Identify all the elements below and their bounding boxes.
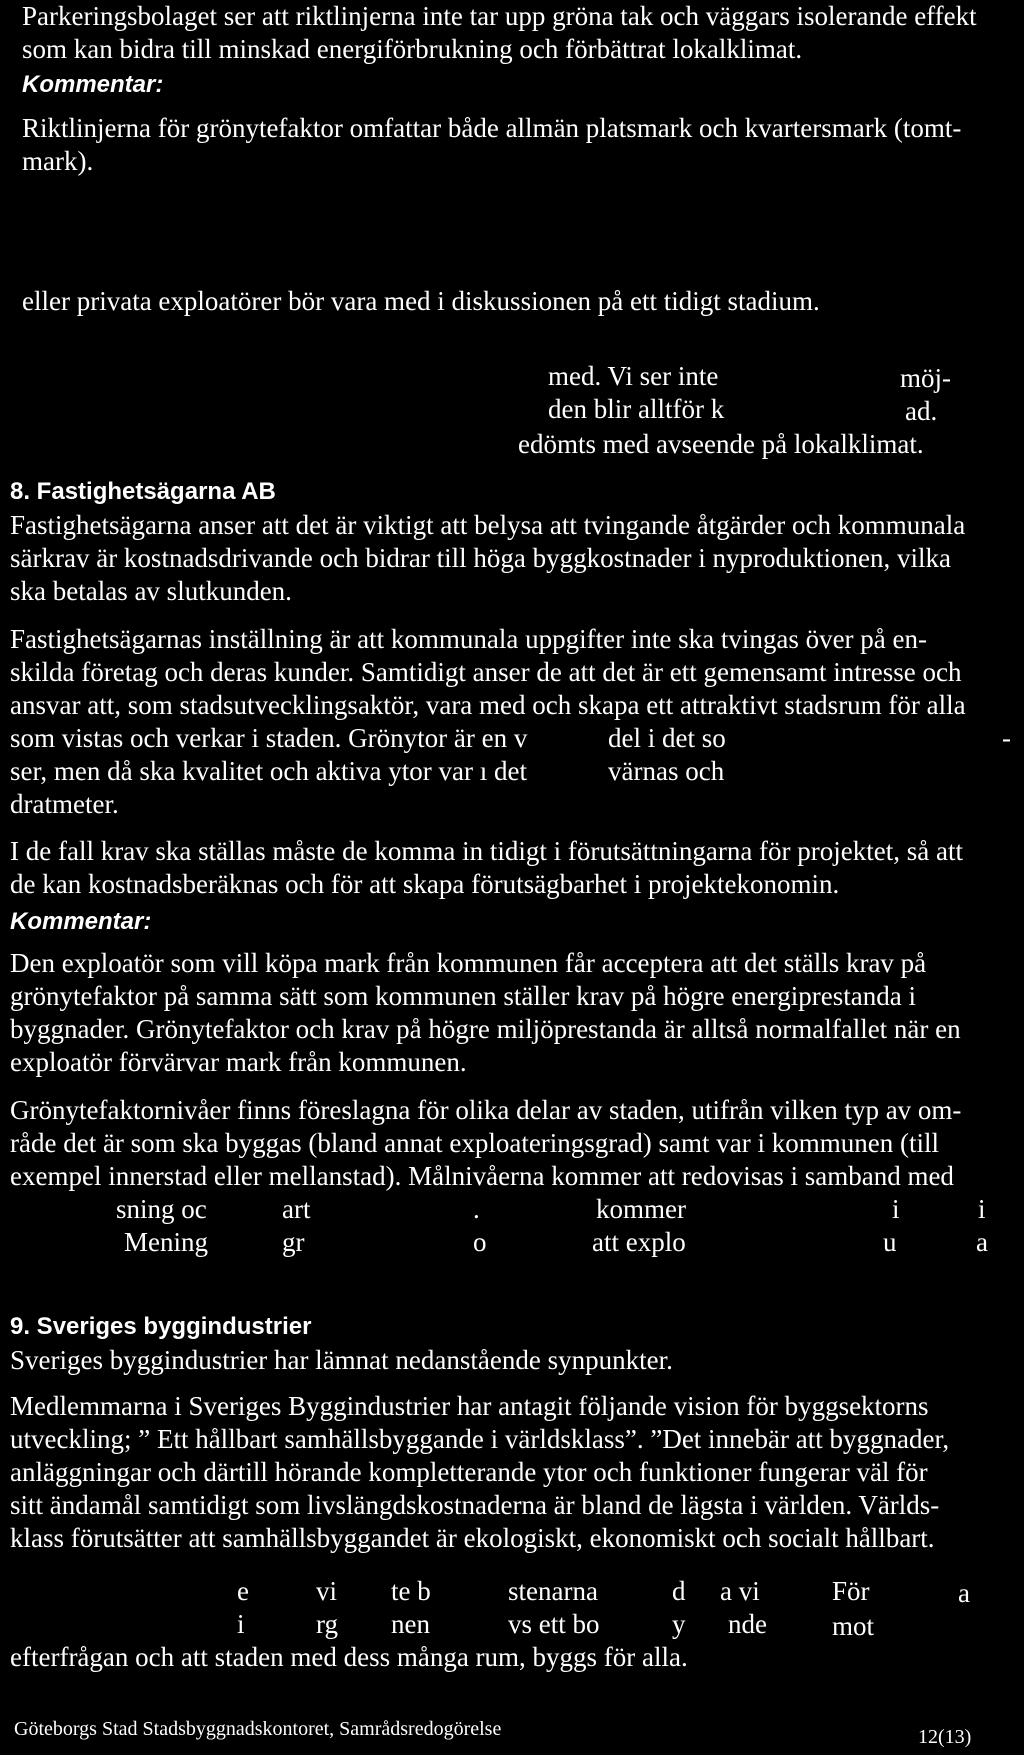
- text-fragment: den blir alltför k: [548, 394, 725, 424]
- text-line: ser, men då ska kvalitet och aktiva ytor var ı det: [10, 756, 527, 786]
- section-heading: 9. Sveriges byggindustrier: [10, 1313, 312, 1340]
- text-line: Parkeringsbolaget ser att riktlinjerna inte tar upp gröna tak och väggars isolerande effekt: [22, 1, 977, 31]
- text-line: särkrav är kostnadsdrivande och bidrar till höga byggkostnader i nyproduktionen, vilka: [10, 543, 952, 573]
- text-fragment: y: [672, 1609, 686, 1639]
- text-line: sitt ändamål samtidigt som livslängdskostnaderna är bland de lägsta i världen. Världs-: [10, 1490, 940, 1520]
- text-fragment: art: [282, 1194, 311, 1224]
- text-fragment: e: [237, 1576, 249, 1606]
- text-line: Riktlinjerna för grönytefaktor omfattar både allmän platsmark och kvartersmark (tomt-: [22, 113, 962, 143]
- section-heading: 8. Fastighetsägarna AB: [10, 478, 276, 505]
- text-fragment: gr: [282, 1227, 305, 1257]
- text-line: grönytefaktor på samma sätt som kommunen ställer krav på högre energiprestanda i: [10, 981, 916, 1011]
- text-fragment: mot: [832, 1611, 875, 1641]
- text-line: utveckling; ” Ett hållbart samhällsbyggande i världsklass”. ”Det innebär att byggnader,: [10, 1424, 950, 1454]
- text-line: exempel innerstad eller mellanstad). Målnivåerna kommer att redovisas i samband med: [10, 1161, 954, 1191]
- text-line: ansvar att, som stadsutvecklingsaktör, vara med och skapa ett attraktivt stadsrum för alla: [10, 690, 966, 720]
- text-line: dratmeter.: [10, 789, 119, 819]
- text-fragment: kommer: [596, 1194, 686, 1224]
- text-line: anläggningar och därtill hörande kompletterande ytor och funktioner fungerar väl för: [10, 1457, 928, 1487]
- text-fragment: d: [672, 1576, 686, 1606]
- page-number: 12(13): [918, 1726, 972, 1748]
- text-fragment: i: [892, 1194, 900, 1224]
- text-fragment: nde: [728, 1609, 767, 1639]
- text-line: Den exploatör som vill köpa mark från kommunen får acceptera att det ställs krav på: [10, 948, 927, 978]
- text-fragment: -: [1002, 723, 1011, 753]
- text-line: ska betalas av slutkunden.: [10, 576, 292, 606]
- text-line: råde det är som ska byggas (bland annat exploateringsgrad) samt var i kommunen (till: [10, 1128, 939, 1158]
- text-line: Fastighetsägarna anser att det är viktigt att belysa att tvingande åtgärder och kommunala: [10, 510, 966, 540]
- text-fragment: vi: [316, 1576, 338, 1606]
- text-fragment: a: [958, 1578, 970, 1608]
- text-line: byggnader. Grönytefaktor och krav på högre miljöprestanda är alltså normalfallet när en: [10, 1014, 961, 1044]
- text-fragment: med. Vi ser inte: [548, 361, 719, 391]
- text-line: de kan kostnadsberäknas och för att skapa förutsägbarhet i projektekonomin.: [10, 869, 840, 899]
- text-fragment: För: [832, 1576, 870, 1606]
- text-line: eller privata exploatörer bör vara med i diskussionen på ett tidigt stadium.: [22, 286, 820, 316]
- text-fragment: rg: [316, 1609, 339, 1639]
- text-line: klass förutsätter att samhällsbyggandet är ekologiskt, ekonomiskt och socialt hållbart.: [10, 1523, 935, 1553]
- text-fragment: edömts med avseende på lokalklimat.: [518, 429, 924, 459]
- text-fragment: vs ett bo: [508, 1609, 600, 1639]
- text-fragment: i: [978, 1194, 986, 1224]
- text-fragment: .: [473, 1194, 480, 1224]
- text-line: skilda företag och deras kunder. Samtidigt anser de att det är ett gemensamt intresse och: [10, 657, 962, 687]
- text-fragment: stenarna: [508, 1576, 598, 1606]
- text-line: Medlemmarna i Sveriges Byggindustrier har antagit följande vision för byggsektorns: [10, 1391, 929, 1421]
- text-line: Grönytefaktornivåer finns föreslagna för olika delar av staden, utifrån vilken typ av om-: [10, 1095, 962, 1125]
- text-fragment: a: [976, 1227, 988, 1257]
- text-fragment: o: [473, 1227, 487, 1257]
- comment-label: Kommentar:: [22, 71, 164, 98]
- text-fragment: sning oc: [116, 1194, 207, 1224]
- text-fragment: a vi: [720, 1576, 760, 1606]
- text-fragment: att explo: [592, 1227, 686, 1257]
- text-fragment: del i det so: [608, 723, 726, 753]
- text-fragment: värnas och: [608, 756, 725, 786]
- text-line: som kan bidra till minskad energiförbrukning och förbättrat lokalklimat.: [22, 34, 803, 64]
- text-fragment: möj-: [900, 363, 951, 393]
- text-line: I de fall krav ska ställas måste de komma in tidigt i förutsättningarna för projektet, så att: [10, 836, 963, 866]
- text-fragment: ad.: [905, 396, 938, 426]
- text-fragment: nen: [391, 1609, 430, 1639]
- footer-source: Göteborgs Stad Stadsbyggnadskontoret, Samrådsredogörelse: [14, 1718, 502, 1740]
- text-line: Fastighetsägarnas inställning är att kommunala uppgifter inte ska tvingas över på en-: [10, 624, 928, 654]
- text-fragment: Mening: [124, 1227, 208, 1257]
- text-fragment: i: [237, 1609, 245, 1639]
- text-line: Sveriges byggindustrier har lämnat nedanstående synpunkter.: [10, 1345, 673, 1375]
- comment-label: Kommentar:: [10, 908, 152, 935]
- text-fragment: te b: [391, 1576, 431, 1606]
- text-fragment: u: [883, 1227, 897, 1257]
- text-line: efterfrågan och att staden med dess många rum, byggs för alla.: [10, 1642, 688, 1672]
- text-line: exploatör förvärvar mark från kommunen.: [10, 1047, 467, 1077]
- text-line: mark).: [22, 146, 94, 176]
- text-line: som vistas och verkar i staden. Grönytor är en v: [10, 723, 528, 753]
